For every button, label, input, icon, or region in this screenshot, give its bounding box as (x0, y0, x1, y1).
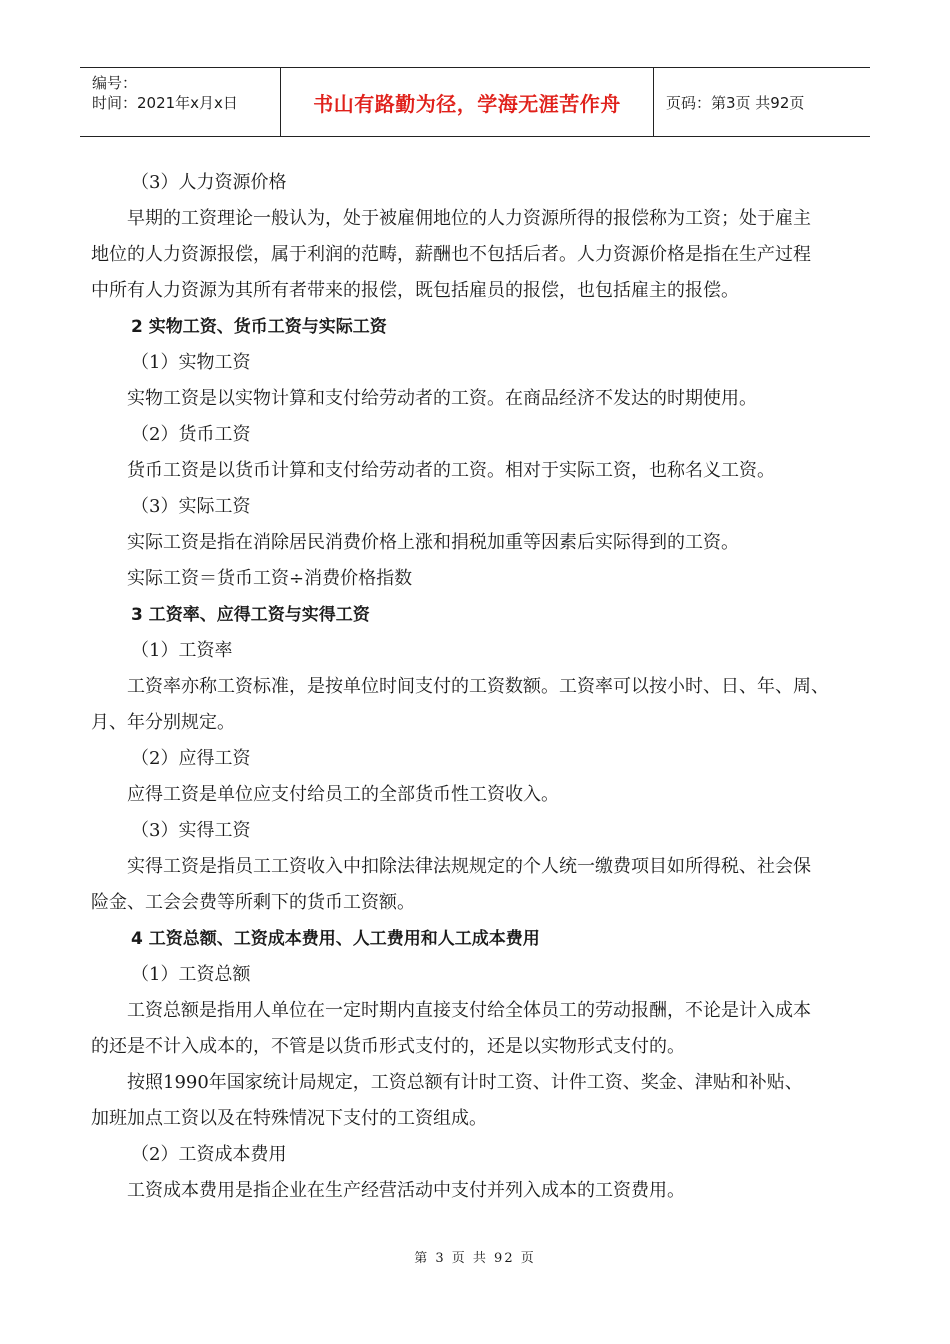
paragraph-line: 加班加点工资以及在特殊情况下支付的工资组成。 (91, 1108, 487, 1129)
paragraph-line: 地位的人力资源报偿，属于利润的范畴，薪酬也不包括后者。人力资源价格是指在生产过程 (91, 244, 811, 265)
number-label: 编号： (92, 74, 138, 92)
paragraph-line: 实物工资是以实物计算和支付给劳动者的工资。在商品经济不发达的时期使用。 (127, 388, 757, 409)
paragraph-line: 早期的工资理论一般认为，处于被雇佣地位的人力资源所得的报偿称为工资；处于雇主 (127, 208, 811, 229)
header-meta (80, 68, 281, 136)
paragraph-line: 实际工资是指在消除居民消费价格上涨和捐税加重等因素后实际得到的工资。 (127, 532, 739, 553)
paragraph-line: 险金、工会会费等所剩下的货币工资额。 (91, 892, 415, 913)
subsection-heading: （1）工资率 (131, 640, 233, 661)
header-motto: 书山有路勤为径，学海无涯苦作舟 (281, 68, 654, 136)
subsection-heading: （3）实得工资 (131, 820, 251, 841)
paragraph-line: 实得工资是指员工工资收入中扣除法律法规规定的个人统一缴费项目如所得税、社会保 (127, 856, 811, 877)
time-label: 时间：2021年x月x日 (92, 94, 238, 112)
formula-line: 实际工资＝货币工资÷消费价格指数 (127, 568, 413, 589)
paragraph-line: 的还是不计入成本的，不管是以货币形式支付的，还是以实物形式支付的。 (91, 1036, 685, 1057)
paragraph-line: 按照1990年国家统计局规定，工资总额有计时工资、计件工资、奖金、津贴和补贴、 (127, 1072, 803, 1093)
page-header (80, 67, 870, 137)
paragraph-line: 货币工资是以货币计算和支付给劳动者的工资。相对于实际工资，也称名义工资。 (127, 460, 775, 481)
paragraph-line: 工资总额是指用人单位在一定时期内直接支付给全体员工的劳动报酬，不论是计入成本 (127, 1000, 811, 1021)
subsection-heading: （2）货币工资 (131, 424, 251, 445)
section-heading: 2 实物工资、货币工资与实际工资 (131, 317, 387, 337)
section-heading: 3 工资率、应得工资与实得工资 (131, 605, 370, 625)
subsection-heading: （3）实际工资 (131, 496, 251, 517)
section-heading: 4 工资总额、工资成本费用、人工费用和人工成本费用 (131, 929, 540, 949)
subsection-heading: （2）工资成本费用 (131, 1144, 287, 1165)
paragraph-line: 应得工资是单位应支付给员工的全部货币性工资收入。 (127, 784, 559, 805)
subsection-heading: （1）工资总额 (131, 964, 251, 985)
header-page-label: 页码：第3页 共92页 (666, 93, 805, 112)
subsection-heading: （3）人力资源价格 (131, 172, 287, 193)
paragraph-line: 工资成本费用是指企业在生产经营活动中支付并列入成本的工资费用。 (127, 1180, 685, 1201)
page-footer: 第 3 页 共 92 页 (414, 1251, 536, 1266)
paragraph-line: 月、年分别规定。 (91, 712, 235, 733)
subsection-heading: （1）实物工资 (131, 352, 251, 373)
subsection-heading: （2）应得工资 (131, 748, 251, 769)
paragraph-line: 中所有人力资源为其所有者带来的报偿，既包括雇员的报偿，也包括雇主的报偿。 (91, 280, 739, 301)
paragraph-line: 工资率亦称工资标准，是按单位时间支付的工资数额。工资率可以按小时、日、年、周、 (127, 676, 829, 697)
document-body (91, 165, 871, 1209)
